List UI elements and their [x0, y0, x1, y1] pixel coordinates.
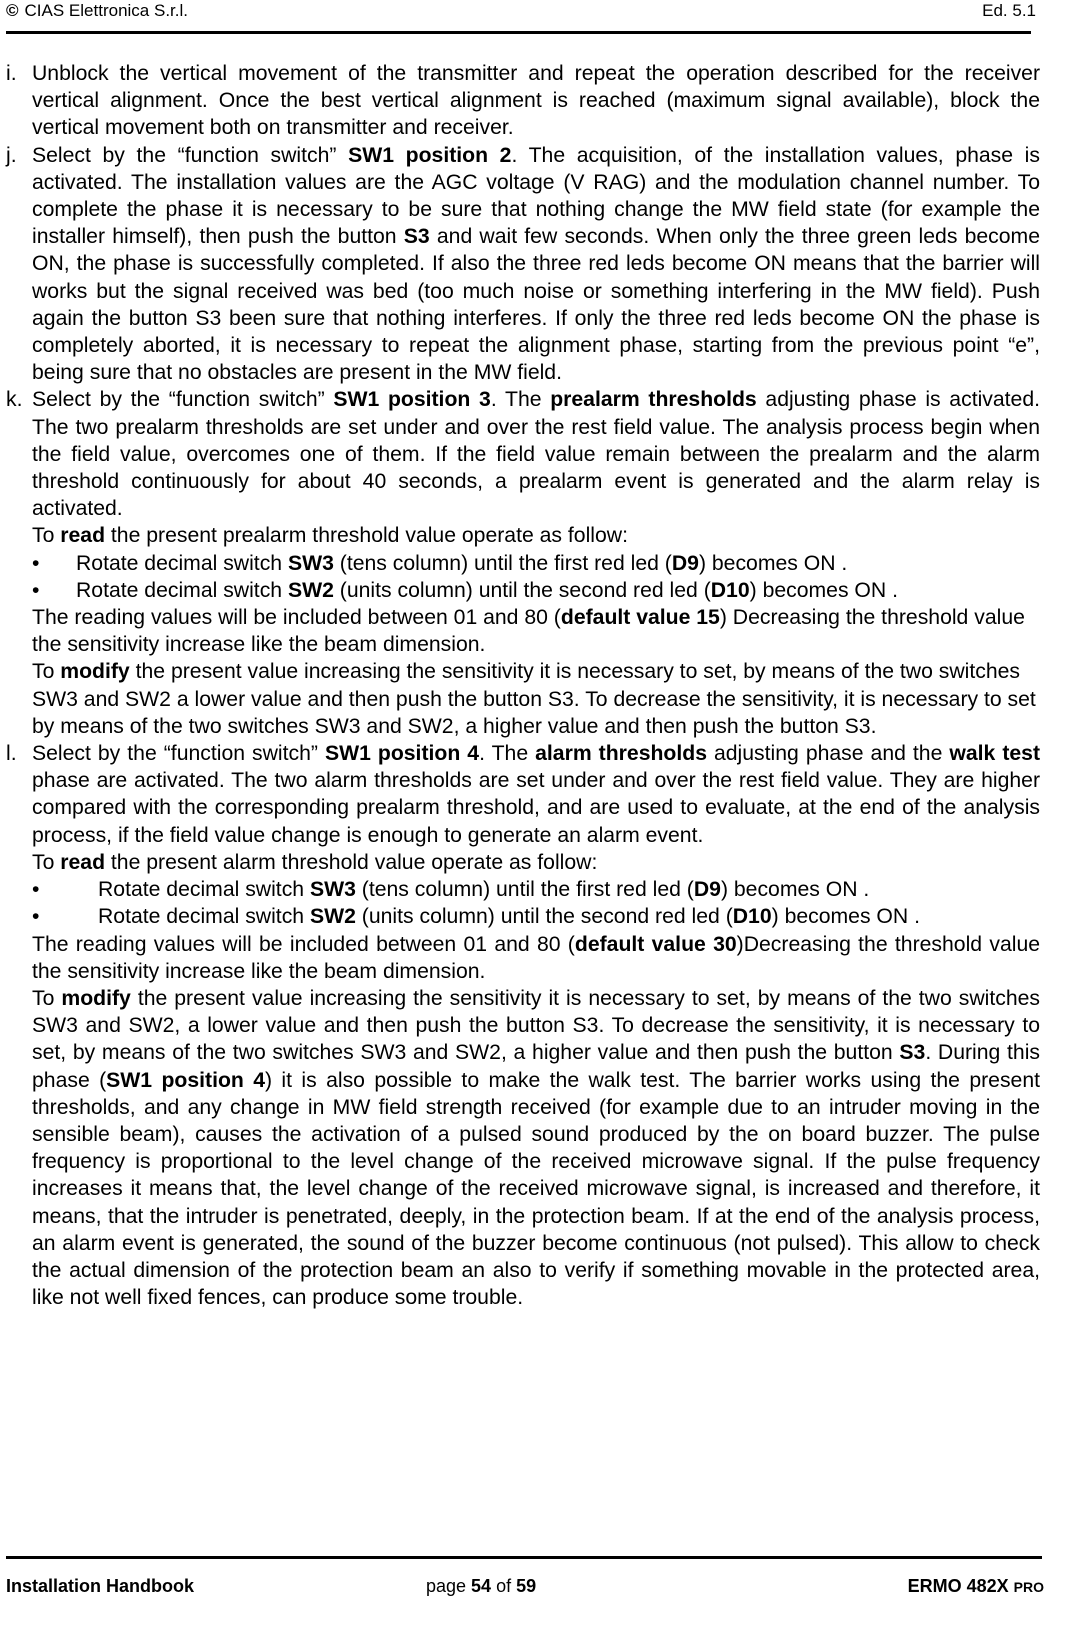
bold-text: modify: [60, 660, 130, 684]
text: (tens column) until the first red led (: [333, 551, 672, 575]
bullet-item: [6, 550, 1040, 577]
text: page: [426, 1576, 472, 1596]
bold-text: D10: [710, 578, 750, 602]
footer-handbook-title: Installation Handbook: [6, 1576, 195, 1596]
total-pages: 59: [516, 1576, 537, 1596]
item-label: j.: [6, 143, 17, 167]
text: (units column) until the second red led (: [355, 905, 733, 929]
bold-text: default value 15: [560, 606, 720, 630]
item-text: Unblock the vertical movement of the transmitter and repeat the operation described for the receiver vertical alignment. Once the best vertical alignment is reached (maximum signal available), block the vertical movement both on transmitter and receiver.: [32, 62, 1040, 140]
text: ) becomes ON .: [771, 905, 920, 929]
read-instruction: [6, 522, 1040, 549]
bold-text: walk test: [949, 742, 1041, 766]
text: To: [32, 524, 61, 548]
bullet-item: [6, 903, 1040, 930]
text: The reading values will be included between 01 and 80 (: [32, 606, 561, 630]
reading-values: [6, 931, 1040, 985]
bold-text: S3: [899, 1041, 926, 1065]
text: phase are activated. The two alarm thresholds are set under and over the rest field value. They are higher compared with the corresponding prealarm threshold, and are used to evaluate, at the end of the analysis process, if the field value change is enough to generate an alarm event.: [32, 769, 1040, 847]
page-number: [426, 1576, 536, 1597]
text: ) Decreasing the threshold value the sensitivity increase like the beam dimension.: [32, 606, 1025, 657]
text: Rotate decimal switch: [98, 878, 310, 902]
text: (tens column) until the first red led (: [355, 878, 694, 902]
text: . During this phase (: [32, 1041, 1040, 1092]
bold-text: S3: [403, 225, 430, 249]
edition-label: Ed. 5.1: [982, 1, 1036, 20]
header-company: [6, 1, 188, 21]
text: adjusting phase is activated. The two prealarm thresholds are set under and over the rest field value. The analysis process begin when the field value, overcomes one of them. If the field value remain between the prealarm and the alarm threshold continuously for about 40 seconds, a prealarm event is generated and the alarm relay is activated.: [32, 388, 1040, 521]
text: Rotate decimal switch: [98, 905, 310, 929]
bold-text: SW3: [287, 551, 334, 575]
text: ) becomes ON .: [749, 578, 898, 602]
text: the present alarm threshold value operate as follow:: [105, 850, 598, 874]
text: )Decreasing the threshold value the sensitivity increase like the beam dimension.: [32, 932, 1041, 983]
text: the present prealarm threshold value operate as follow:: [105, 524, 628, 548]
bold-text: read: [60, 524, 106, 548]
text: Select by the “function switch”: [32, 742, 325, 766]
text: The reading values will be included between 01 and 80 (: [32, 932, 575, 956]
bullet-item: [6, 876, 1040, 903]
bold-text: SW2: [309, 905, 356, 929]
text: ERMO 482X: [907, 1576, 1014, 1596]
text: (units column) until the second red led (: [333, 578, 711, 602]
copyright-icon: ©: [6, 1, 19, 20]
bold-text: SW1 position 3: [333, 388, 491, 412]
bullet-icon: •: [32, 578, 40, 602]
bold-text: D9: [693, 878, 721, 902]
product-name: [908, 1576, 1044, 1597]
text: . The: [490, 388, 551, 412]
text: Select by the “function switch”: [32, 143, 349, 167]
text: To: [32, 850, 61, 874]
page-header: [0, 0, 1084, 34]
item-label: k.: [6, 388, 23, 412]
footer-divider: [6, 1556, 1042, 1559]
text: ) becomes ON .: [698, 551, 848, 575]
text: ) becomes ON .: [720, 878, 870, 902]
company-name: CIAS Elettronica S.r.l.: [24, 1, 188, 20]
bold-text: modify: [61, 986, 131, 1010]
read-instruction: [6, 849, 1040, 876]
text: . The: [479, 742, 536, 766]
bold-text: D10: [732, 905, 772, 929]
bold-text: SW1 position 4: [106, 1068, 265, 1092]
text: and wait few seconds. When only the three green leds become ON, the phase is successfully completed. If also the three red leds become ON means that the barrier will works but the signal received was bed (too much noise or something interfering in the MW field). Push again the button S3 been sure that nothing interferes. If only the three red leds become ON the phase is completely aborted, it is necessary to repeat the alignment phase, starting from the previous point “e”, being sure that no obstacles are present in the MW field.: [32, 225, 1040, 385]
text: Select by the “function switch”: [32, 388, 334, 412]
item-label: l.: [6, 742, 17, 766]
current-page: 54: [471, 1576, 492, 1596]
text: adjusting phase and the: [706, 742, 950, 766]
modify-instruction: [6, 985, 1040, 1311]
bold-text: SW1 position 4: [324, 742, 480, 766]
header-divider: [6, 31, 1031, 34]
bold-text: SW1 position 2: [348, 143, 512, 167]
bold-text: default value 30: [574, 932, 737, 956]
text: Rotate decimal switch: [76, 578, 288, 602]
item-label: i.: [6, 62, 17, 85]
text: PRO: [1013, 1579, 1044, 1595]
page-body: [6, 60, 1040, 1311]
bullet-item: [6, 577, 1040, 604]
bullet-icon: •: [32, 878, 40, 902]
text: Rotate decimal switch: [76, 551, 288, 575]
text: To: [32, 986, 62, 1010]
list-item-j: [6, 142, 1040, 387]
list-item-i: [6, 60, 1040, 142]
list-item-l: [6, 740, 1040, 849]
bold-text: alarm thresholds: [535, 742, 707, 766]
bold-text: SW3: [309, 878, 356, 902]
list-item-k: [6, 386, 1040, 522]
bullet-icon: •: [32, 905, 40, 929]
text: of: [491, 1576, 517, 1596]
bold-text: SW2: [287, 578, 334, 602]
text: ) it is also possible to make the walk test. The barrier works using the present thresholds, and any change in MW field strength received (for example due to an intruder moving in the sensible beam), causes the activation of a pulsed sound produced by the on board buzzer. The pulse frequency is proportional to the level change of the received microwave signal. If the pulse frequency increases it means that, the level change of the received microwave signal, is increased and therefore, it means, that the intruder is penetrated, deeply, in the protection beam. If at the end of the analysis process, an alarm event is generated, the sound of the buzzer become continuous (not pulsed). This allow to check the actual dimension of the protection beam an also to verify if something movable in the protected area, like not well fixed fences, can produce some trouble.: [32, 1068, 1040, 1310]
reading-values: [6, 604, 1040, 658]
bold-text: D9: [671, 551, 699, 575]
bullet-icon: •: [32, 551, 40, 575]
text: To: [32, 660, 61, 684]
text: the present value increasing the sensitivity it is necessary to set, by means of the two switches SW3 and SW2 a lower value and then push the button S3. To decrease the sensitivity, it is necessary to set by means of the two switches SW3 and SW2, a higher value and then push the button S3.: [32, 660, 1036, 738]
text: . The acquisition, of the installation values, phase is activated. The installation values are the AGC voltage (V RAG) and the modulation channel number. To complete the phase it is necessary to be sure that nothing change the MW field state (for example the installer himself), then push the button: [32, 143, 1040, 249]
text: the present value increasing the sensitivity it is necessary to set, by means of the two switches SW3 and SW2, a lower value and then push the button S3. To decrease the sensitivity, it is necessary to set, by means of the two switches SW3 and SW2, a higher value and then push the button: [32, 986, 1040, 1065]
bold-text: prealarm thresholds: [550, 388, 757, 412]
bold-text: read: [60, 850, 106, 874]
modify-instruction: [6, 658, 1040, 740]
